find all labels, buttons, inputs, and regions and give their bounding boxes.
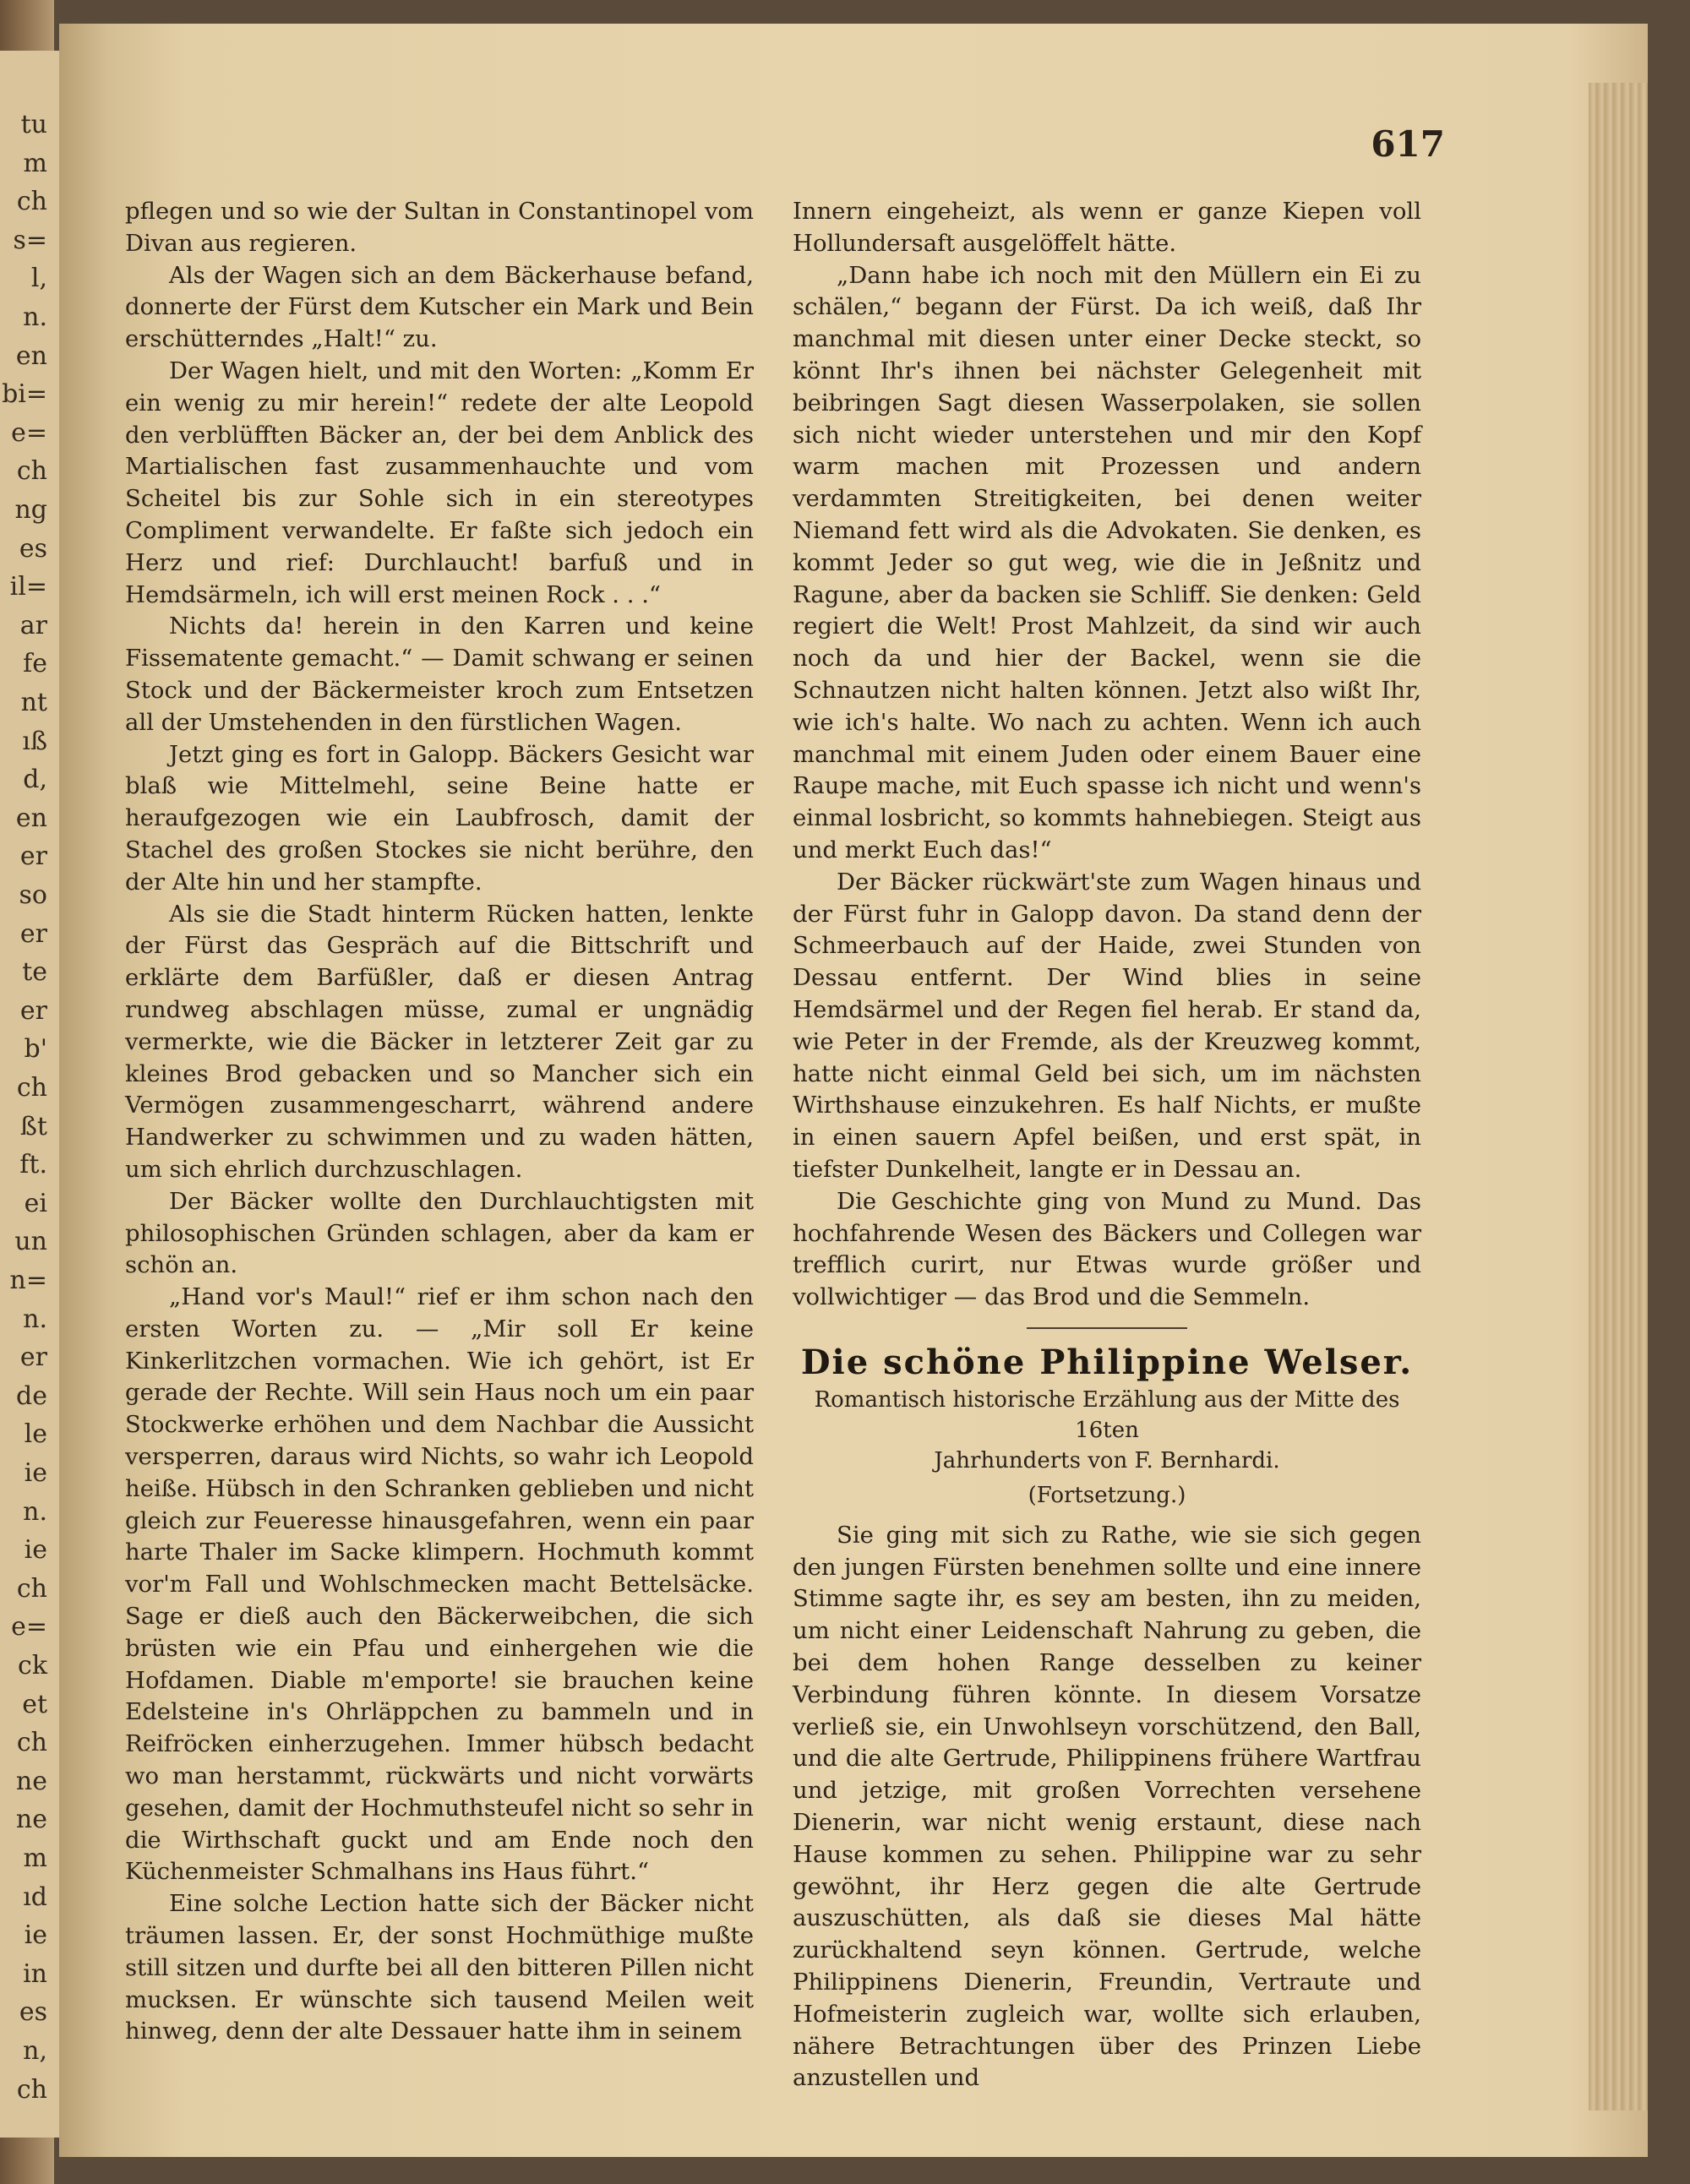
left-column [125,196,754,2048]
previous-page-fragment: un [14,1227,47,1257]
previous-page-fragment: ie [24,1458,47,1488]
previous-page-fragment: ıd [23,1882,47,1912]
previous-page-fragment: ıß [22,726,47,756]
previous-page-fragment: n, [23,2036,47,2066]
paragraph: Nichts da! herein in den Karren und keine Fissematente gemacht.“ — Damit schwang er seinen Stock und der Bäckermeister kroch zum Entsetzen all der Umstehenden in den fürstlichen Wagen. [125,613,754,736]
previous-page-fragment: s= [13,225,47,255]
continuation-note: (Fortsetzung.) [1028,1482,1186,1508]
previous-page-fragment: tu [20,110,47,139]
previous-page-fragment: le [24,1419,47,1450]
previous-page-fragment: in [23,1958,47,1989]
paragraph: Jetzt ging es fort in Galopp. Bäckers Gesicht war blaß wie Mittelmehl, seine Beine hatte er heraufgezogen wie ein Laubfrosch, damit der Stachel des großen Stockes sie nicht berühre, den der Alte hin und her stampfte. [125,740,754,896]
previous-page-fragment: er [19,841,47,872]
previous-page-fragment: de [16,1381,47,1411]
previous-page-fragment: ßt [19,1111,47,1141]
previous-page-fragment: ng [14,495,47,525]
right-column [793,196,1421,2094]
previous-page-fragment: er [19,918,47,949]
previous-page-fragment: en [15,340,47,371]
article-subtitle-line-1: Romantisch historische Erzählung aus der Mitte des 16ten [814,1386,1400,1443]
previous-page-fragment: ch [16,2074,47,2105]
previous-page-fragment: ch [16,187,47,217]
previous-page-fragment: ch [16,1728,47,1758]
paragraph: Der Bäcker rückwärt'ste zum Wagen hinaus und der Fürst fuhr in Galopp davon. Da stand denn der Schmeerbauch auf der Haide, zwei Stunden von Dessau entfernt. Der Wind blies in seine Hemdsärmel und der Regen fiel herab. Er stand da, wie Peter in der Fremde, als der Kreuzweg kommt, hatte nicht einmal Geld bei sich, um im nächsten Wirthshause einzukehren. Es half Nichts, er mußte in einen sauern Apfel beißen, und erst spät, in tiefster Dunkelheit, langte er in Dessau an. [793,868,1421,1183]
previous-page-fragment: ck [18,1651,47,1680]
previous-page-fragment: ch [16,1073,47,1103]
previous-page-fragment: il= [9,572,47,602]
paragraph: Der Bäcker wollte den Durchlauchtigsten mit philosophischen Gründen schlagen, aber da kam er schön an. [125,1187,754,1279]
previous-page-fragment: bi= [2,379,47,410]
paragraph: Als der Wagen sich an dem Bäckerhause befand, donnerte der Fürst dem Kutscher ein Mark und Bein erschütterndes „Halt!“ zu. [125,261,754,353]
article-title: Die schöne Philippine Welser. [800,1342,1414,1382]
paragraph: „Dann habe ich noch mit den Müllern ein Ei zu schälen,“ begann der Fürst. Da ich weiß, daß Ihr manchmal mit diesen unter einer Decke steckt, so könnt Ihr's ihnen bei nächster Gelegenheit mit beibringen Sagt diesen Wasserpolaken, sie sollen sich nicht wieder unterstehen und mir den Kopf warm machen mit Prozessen und andern verdammten Streitigkeiten, bei denen weiter Niemand fett wird als die Advokaten. Sie denken, es kommt Jeder so gut weg, wie die in Jeßnitz und Ragune, aber da backen sie Schliff. Sie denken: Geld regiert die Welt! Prost Mahlzeit, da sind wir auch noch da und hier der Backel, wenn sie die Schnautzen nicht halten können. Jetzt also wißt Ihr, wie ich's halte. Wo nach zu achten. Wenn ich auch manchmal mit einem Juden oder einem Bauer eine Raupe mache, mit Euch spasse ich nicht und wenn's einmal losbricht, so kommts hahnebiegen. Steigt aus und merkt Euch das!“ [793,261,1421,863]
previous-page-fragment: er [19,1343,47,1373]
previous-page-fragment: ie [24,1535,47,1566]
previous-page-fragment: d, [23,765,47,795]
previous-page-fragment: fe [23,649,47,679]
paragraph: Als sie die Stadt hinterm Rücken hatten, lenkte der Fürst das Gespräch auf die Bittschrift und erklärte dem Barfüßler, daß er diesen Antrag rundweg abschlagen müsse, zumal er ungnädig vermerkte, wie die Bäcker in letzterer Zeit gar zu kleines Brod gebacken und so Mancher sich ein Vermögen zusammengescharrt, während andere Handwerker zu schwimmen und zu waden hätten, um sich ehrlich durchzuschlagen. [125,900,754,1183]
previous-page-fragment: m [23,148,47,178]
previous-page-fragment: n= [9,1266,47,1295]
paragraph: pflegen und so wie der Sultan in Constantinopel vom Divan aus regieren. [125,198,754,257]
previous-page-fragment: l, [30,264,47,294]
previous-page-fragment: et [22,1689,47,1719]
article-body-paragraph: Sie ging mit sich zu Rathe, wie sie sich gegen den jungen Fürsten benehmen sollte und eine innere Stimme sagte ihr, es sey am besten, ihn zu meiden, um nicht einer Leidenschaft Nahrung zu geben, die bei dem hohen Range desselben zu keiner Verbindung führen könnte. In diesem Vorsatze verließ sie, ein Unwohlseyn vorschützend, den Ball, und die alte Gertrude, Philippinens frühere Wartfrau und jetzige, mit großen Vorrechten versehene Dienerin, war nicht wenig erstaunt, diese nach Hause kommen zu sehen. Philippine war zu sehr gewöhnt, ihr Herz gegen die alte Gertrude auszuschütten, als daß sie dieses Mal hätte zurückhaltend seyn können. Gertrude, welche Philippinens Dienerin, Freundin, Vertraute und Hofmeisterin zugleich war, wollte sich erlauben, nähere Betrachtungen über des Prinzen Liebe anzustellen und [793,1521,1421,2092]
page-number: 617 [1371,123,1445,165]
previous-page-fragment: nt [20,688,47,717]
page-stack-edge [1589,83,1648,2110]
previous-page-fragment: b' [24,1034,47,1065]
previous-page-fragment: ar [19,610,47,640]
previous-page-fragment: ne [15,1766,47,1796]
previous-page-fragment: n. [23,1496,47,1527]
anecdote-ending [793,196,1421,1314]
previous-page-edge [0,51,59,2138]
previous-page-fragment: ei [24,1188,47,1218]
paragraph: Innern eingeheizt, als wenn er ganze Kiepen voll Hollundersaft ausgelöffelt hätte. [793,198,1421,257]
previous-page-fragment: so [19,880,47,910]
previous-page-fragment: m [23,1844,47,1873]
section-divider [1027,1327,1187,1329]
previous-page-fragment: ne [15,1805,47,1835]
previous-page-fragment: e= [11,1612,47,1642]
paragraph: Die Geschichte ging von Mund zu Mund. Das hochfahrende Wesen des Bäckers und Collegen war trefflich curirt, nur Etwas wurde größer und vollwichtiger — das Brod und die Semmeln. [793,1187,1421,1311]
previous-page-fragment: ft. [19,1150,47,1180]
previous-page-fragment: te [22,957,47,988]
previous-page-fragment: ch [16,1573,47,1604]
previous-page-fragment: ie [24,1920,47,1951]
previous-page-fragment: en [15,803,47,833]
paragraph: Der Wagen hielt, und mit den Worten: „Komm Er ein wenig zu mir herein!“ redete der alte Leopold den verblüfften Bäcker an, der bei dem Anblick des Martialischen fast zusammenhauchte und vom Scheitel bis zur Sohle sich in ein stereotypes Compliment verwandelte. Er faßte sich jedoch ein Herz und rief: Durchlaucht! barfuß und in Hemdsärmeln, ich will erst meinen Rock . . .“ [125,357,754,608]
previous-page-fragment: ch [16,456,47,487]
previous-page-fragment: e= [11,417,47,448]
paragraph: „Hand vor's Maul!“ rief er ihm schon nach den ersten Worten zu. — „Mir soll Er keine Kinkerlitzchen vormachen. Wie ich gehört, ist Er gerade der Rechte. Will sein Haus noch um ein paar Stockwerke erhöhen und dem Nachbar die Aussicht versperren, daraus wird Nichts, so wahr ich Leopold heiße. Hübsch in den Schranken geblieben und nicht gleich zur Feueresse hinausgefahren, wenn ein paar harte Thaler im Sacke klimpern. Hochmuth kommt vor'm Fall und Wohlschmecken macht Bettelsäcke. Sage er dieß auch den Bäckerweibchen, die sich brüsten wie ein Pfau und einhergehen wie die Hofdamen. Diable m'emporte! sie brauchen keine Edelsteine in's Ohrläppchen zu bammeln und in Reifröcken einherzugehen. Immer hübsch bedacht wo man herstammt, rückwärts und nicht vorwärts gesehen, damit der Hochmuthsteufel nicht so sehr in die Wirthschaft guckt und am Ende noch den Küchenmeister Schmalhans ins Haus führt.“ [125,1283,754,1886]
previous-page-fragment: es [19,533,47,564]
previous-page-fragment: es [19,1997,47,2028]
previous-page-fragment: er [19,995,47,1026]
previous-page-fragment: n. [23,302,47,332]
previous-page-fragment: n. [23,1304,47,1334]
paragraph: Eine solche Lection hatte sich der Bäcker nicht träumen lassen. Er, der sonst Hochmüthige mußte still sitzen und durfte bei all den bitteren Pillen nicht mucksen. Er wünschte sich tausend Meilen weit hinweg, denn der alte Dessauer hatte ihm in seinem [125,1890,754,2045]
article-subtitle-line-2: Jahrhunderts von F. Bernhardi. [934,1447,1280,1473]
